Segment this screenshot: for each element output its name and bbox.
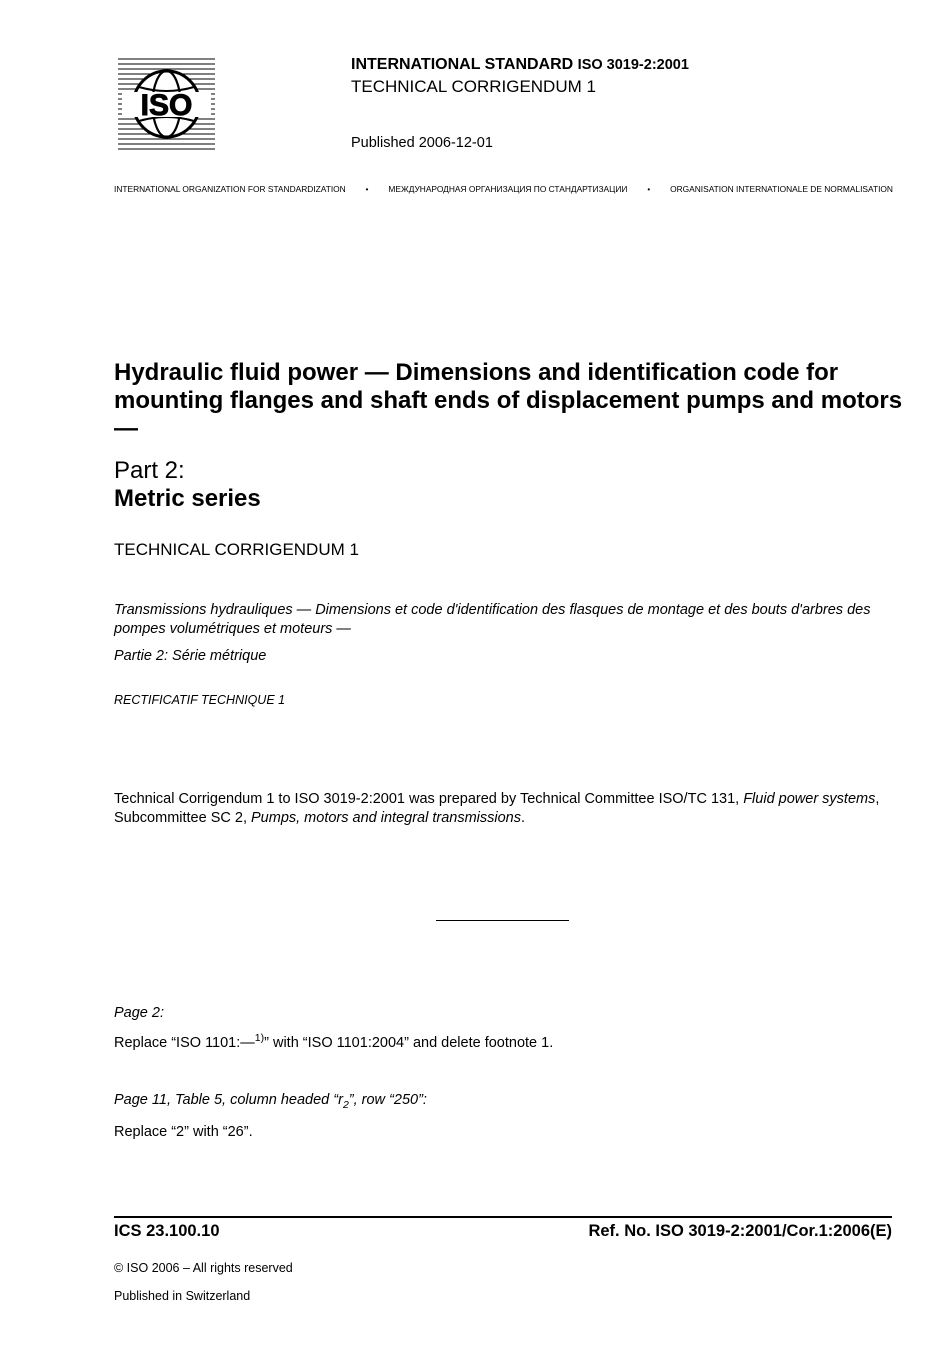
published-date: Published 2006-12-01	[351, 135, 493, 151]
iso-logo-text: ISO	[140, 89, 193, 122]
french-part: Partie 2: Série métrique	[114, 648, 267, 664]
standard-label: INTERNATIONAL STANDARD	[351, 56, 574, 73]
footnote-marker: 1)	[254, 1032, 265, 1044]
ics-code: ICS 23.100.10	[114, 1222, 220, 1240]
standard-title-line	[351, 56, 689, 74]
separator-dot: •	[647, 184, 651, 194]
prep-text-2: , Subcommittee SC 2,	[114, 791, 880, 826]
correction-2-reference	[114, 1092, 427, 1111]
french-rectificatif: RECTIFICATIF TECHNIQUE 1	[114, 693, 286, 707]
subcommittee-name: Pumps, motors and integral transmissions	[251, 809, 521, 826]
document-title: Hydraulic fluid power — Dimensions and identification code for mounting flanges and shaft ends of displacement pumps and motors —	[114, 359, 903, 442]
correction-1-text	[114, 1032, 554, 1051]
correction-1-reference: Page 2:	[114, 1005, 164, 1021]
committee-name: Fluid power systems	[743, 791, 876, 807]
part-subtitle: Metric series	[114, 485, 261, 512]
copyright-notice: © ISO 2006 – All rights reserved	[114, 1261, 293, 1275]
reference-number: Ref. No. ISO 3019-2:2001/Cor.1:2006(E)	[588, 1222, 892, 1240]
org-name-en: INTERNATIONAL ORGANIZATION FOR STANDARDIZATION	[114, 184, 346, 194]
footer-rule	[114, 1216, 892, 1218]
technical-corrigendum-heading: TECHNICAL CORRIGENDUM 1	[114, 540, 359, 559]
published-in: Published in Switzerland	[114, 1289, 251, 1303]
iso-logo	[118, 57, 215, 151]
organization-line	[114, 184, 893, 194]
preparation-paragraph	[114, 790, 904, 827]
prep-text-1: Technical Corrigendum 1 to ISO 3019-2:2001 was prepared by Technical Committee ISO/TC 131,	[114, 791, 744, 807]
part-label: Part 2:	[114, 457, 185, 484]
french-title: Transmissions hydrauliques — Dimensions et code d'identification des flasques de montage et des bouts d'arbres des pompes volumétriques et moteurs —	[114, 602, 871, 637]
correction-2-text: Replace “2” with “26”.	[114, 1124, 253, 1140]
correction-1-text-before: Replace “ISO 1101:—	[114, 1035, 255, 1051]
correction-2-ref-before: Page 11, Table 5, column headed “r	[114, 1092, 343, 1108]
prep-text-3: .	[520, 809, 526, 826]
subscript: 2	[342, 1099, 349, 1111]
standard-number: ISO 3019-2:2001	[577, 57, 689, 73]
section-separator	[436, 920, 569, 921]
org-name-fr: ORGANISATION INTERNATIONALE DE NORMALISATION	[670, 184, 893, 194]
corrigendum-label: TECHNICAL CORRIGENDUM 1	[351, 77, 596, 96]
org-name-ru: МЕЖДУНАРОДНАЯ ОРГАНИЗАЦИЯ ПО СТАНДАРТИЗАЦИИ	[388, 184, 628, 194]
separator-dot: •	[365, 184, 369, 194]
correction-2-ref-after: ”, row “250”:	[348, 1092, 427, 1108]
correction-1-text-after: ” with “ISO 1101:2004” and delete footnote 1.	[264, 1035, 554, 1051]
